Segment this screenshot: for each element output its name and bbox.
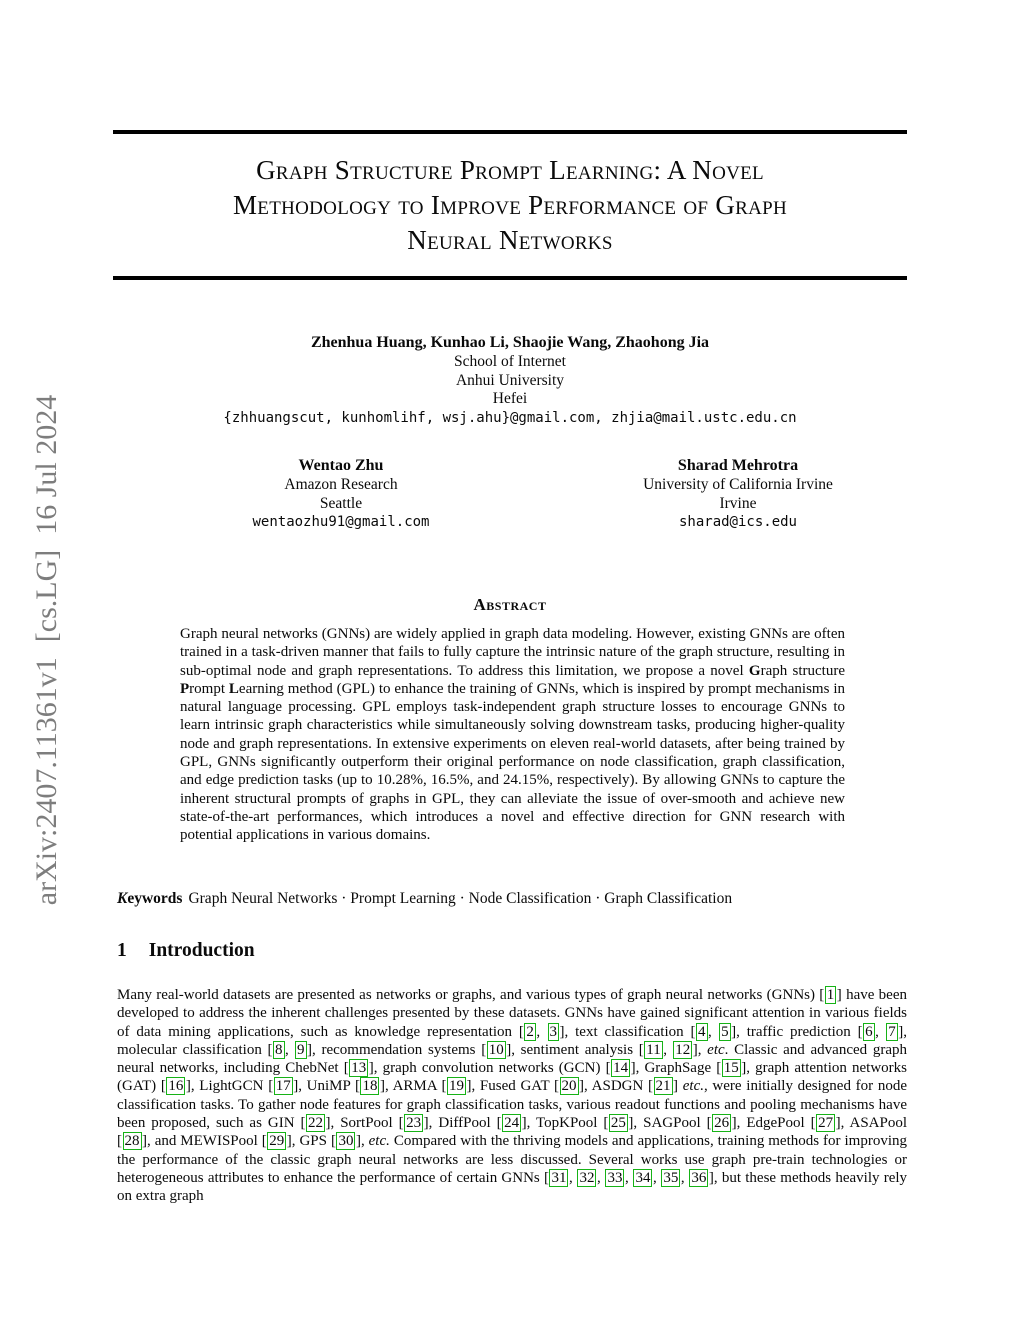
citation-link[interactable]: 11 (646, 1041, 661, 1058)
section-title: Introduction (148, 940, 255, 961)
author-affiliation-city: Irvine (719, 494, 757, 512)
citation-link[interactable]: 20 (561, 1078, 577, 1095)
citation-link[interactable]: 28 (124, 1133, 140, 1150)
author-emails-primary: {zhhuangscut, kunhomlihf, wsj.ahu}@gmail.com, zhjia@mail.ustc.edu.cn (223, 409, 797, 426)
citation-link[interactable]: 19 (448, 1078, 464, 1095)
author-name: Wentao Zhu (298, 457, 384, 474)
citation-link[interactable]: 34 (635, 1169, 651, 1186)
citation-link[interactable]: 13 (351, 1060, 367, 1077)
citation-link[interactable]: 10 (488, 1041, 504, 1058)
paper-title (113, 153, 907, 258)
title-rule-top (113, 130, 907, 134)
author-affiliation-university: Anhui University (455, 371, 565, 389)
arxiv-watermark: arXiv:2407.11361v1 [cs.LG] 16 Jul 2024 (30, 394, 63, 906)
title-line: Neural Networks (407, 225, 613, 255)
citation-link[interactable]: 21 (655, 1078, 671, 1095)
author-email: sharad@ics.edu (678, 514, 797, 530)
author-affiliation-city: Hefei (492, 390, 528, 407)
citation-link[interactable]: 6 (865, 1023, 873, 1040)
citation-link[interactable]: 30 (338, 1133, 354, 1150)
abstract-text: Graph neural networks (GNNs) are widely applied in graph data modeling. However, existing GNNs are often trained in a task-driven manner that fails to fully capture the intrinsic nature of the graph structure, resulting in sub-optimal node and graph representations. To address this limitation, we propose a novel Graph structure Prompt Learning method (GPL) to enhance the training of GNNs, which is inspired by prompt mechanisms in natural language processing. GPL employs task-independent graph structure losses to encourage GNNs to learn intrinsic graph characteristics while simultaneously solving downstream tasks, producing higher-quality node and graph representations. In extensive experiments on eleven real-world datasets, after being trained by GPL, GNNs significantly outperform their original performance on node classification, graph classification, and edge prediction tasks (up to 10.28%, 16.5%, and 24.15%, respectively). By allowing GNNs to capture the inherent structural prompts of graphs in GPL, they can alleviate the issue of over-smooth and achieve new state-of-the-art performances, which introduces a novel and effective direction for GNN research with potential applications in various domains. (180, 626, 845, 844)
section-heading-introduction (117, 940, 255, 962)
author-names: Zhenhua Huang, Kunhao Li, Shaojie Wang, Zhaohong Jia (310, 334, 710, 351)
author-block-wentao-zhu (113, 456, 569, 532)
citation-link[interactable]: 27 (818, 1115, 834, 1132)
citation-link[interactable]: 32 (579, 1169, 595, 1186)
citation-link[interactable]: 23 (406, 1115, 422, 1132)
introduction-paragraph: Many real-world datasets are presented as networks or graphs, and various types of graph neural networks (GNNs) [ 1 ] have been developed to address the inherent challenges presented by these datasets. GNNs have gained significant attention in various fields of data mining applications, such as knowledge representation [ 2 , 3 ], text classification [ 4 , 5 ], traffic prediction [ 6 , 7 ], molecular classification [ 8 , 9 ], recommendation systems [ 10 ], sentiment analysis [ 11 , 12 ], etc. Classic and advanced graph neural networks, including ChebNet [ 13 ], graph convolution networks (GCN) [ 14 ], GraphSage [ 15 ], graph attention networks (GAT) [ 16 ], LightGCN [ 17 ], UniMP [ 18 ], ARMA [ 19 ], Fused GAT [ 20 ], ASDGN [ 21 ] etc., were initially designed for node classification tasks. To gather node features for graph classification tasks, various readout functions and pooling mechanisms have been proposed, such as GIN [ 22 ], SortPool [ 23 ], DiffPool [ 24 ], TopKPool [ 25 ], SAGPool [ 26 ], EdgePool [ 27 ], ASAPool [ 28 ], and MEWISPool [ 29 ], GPS [ 30 ], etc. Compared with the thriving models and applications, training methods for improving the performance of the classic graph neural networks are less discussed. Several works use graph pre-train technologies or heterogeneous attributes to enhance the performance of certain GNNs [ 31 , 32 , 33 , 34 , 35 , 36 ], but these methods heavily rely on extra graph (117, 987, 908, 1205)
citation-link[interactable]: 22 (307, 1115, 323, 1132)
citation-link[interactable]: 5 (721, 1023, 729, 1040)
citation-link[interactable]: 12 (675, 1041, 691, 1058)
author-email: wentaozhu91@gmail.com (252, 514, 430, 530)
author-affiliation: University of California Irvine (643, 476, 833, 493)
citation-link[interactable]: 33 (607, 1169, 623, 1186)
citation-link[interactable]: 7 (888, 1023, 896, 1040)
keywords-list: Graph Neural Networks · Prompt Learning · Node Classification · Graph Classification (188, 890, 733, 907)
citation-link[interactable]: 14 (613, 1060, 629, 1077)
citation-link[interactable]: 24 (504, 1115, 520, 1132)
citation-link[interactable]: 35 (663, 1169, 679, 1186)
title-rule-bottom (113, 276, 907, 280)
citation-link[interactable]: 15 (723, 1060, 739, 1077)
citation-link[interactable]: 9 (297, 1041, 305, 1058)
citation-link[interactable]: 31 (551, 1169, 567, 1186)
author-row-secondary (113, 456, 907, 532)
title-line: Methodology to Improve Performance of Graph (232, 190, 788, 220)
author-block-sharad-mehrotra (569, 456, 907, 532)
citation-link[interactable]: 17 (275, 1078, 291, 1095)
title-line: Graph Structure Prompt Learning: A Novel (256, 155, 764, 185)
author-affiliation-city: Seattle (319, 494, 363, 512)
citation-link[interactable]: 3 (549, 1023, 558, 1040)
citation-link[interactable]: 26 (714, 1115, 730, 1132)
citation-link[interactable]: 1 (826, 987, 835, 1003)
citation-link[interactable]: 29 (269, 1133, 285, 1150)
citation-link[interactable]: 2 (526, 1023, 534, 1040)
author-name: Sharad Mehrotra (677, 457, 799, 474)
citation-link[interactable]: 8 (275, 1041, 283, 1058)
author-block-primary (113, 333, 907, 428)
section-number: 1 (117, 940, 127, 961)
abstract-heading: Abstract (473, 595, 547, 614)
citation-link[interactable]: 25 (610, 1115, 626, 1132)
keywords-label: Keywords (117, 890, 183, 907)
citation-link[interactable]: 36 (691, 1169, 707, 1186)
citation-link[interactable]: 16 (168, 1078, 184, 1095)
citation-link[interactable]: 4 (698, 1023, 706, 1040)
citation-link[interactable]: 18 (362, 1078, 378, 1095)
keywords-line (117, 890, 907, 908)
author-affiliation: Amazon Research (284, 476, 398, 493)
author-affiliation-school: School of Internet (454, 353, 566, 370)
